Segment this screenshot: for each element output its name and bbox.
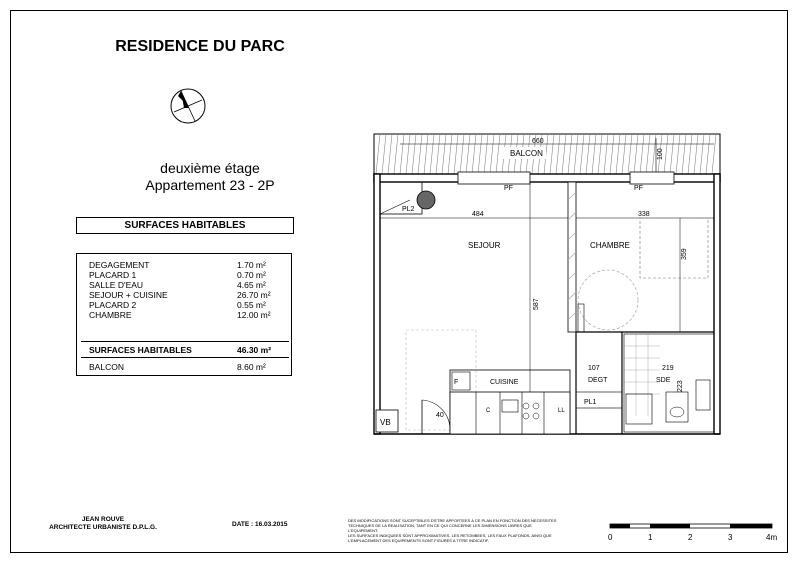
table-row: PLACARD 1 0.70 m²	[89, 270, 266, 280]
divider	[81, 357, 289, 358]
disclaimer-notes: DES MODIFICATIONS SONT SUCEPTIBLES D'ETRE APPORTEES A CE PLAN EN FONCTION DES NECESSITES TECHNIQUES DE LA REALISATION, TANT EN CE QUI CONCERNE LES DIMENSIONS LIBRES QUE L'EQUIPEMENT. LES SURFACES INDIQUEES SONT APPROXIMATIVES. LES RETOMBEES, LES FAUX PLAFONDS, AINSI QUE L'EMPLACEMENT DES EQUIPEMENTS SONT FIGURES A TITRE INDICATIF.	[348, 518, 557, 543]
table-row: PLACARD 2 0.55 m²	[89, 300, 266, 310]
balcony-label: BALCON	[510, 149, 543, 158]
kitchen-area	[406, 330, 570, 434]
divider	[81, 341, 289, 342]
scale-bar	[606, 520, 786, 546]
dimension-label: 223	[677, 380, 684, 392]
closet-label: PL2	[402, 206, 415, 213]
dimension-label: 484	[472, 211, 484, 218]
bed-outline	[640, 218, 708, 278]
architect-name: JEAN ROUVE	[81, 516, 125, 523]
surfaces-table	[76, 253, 292, 376]
table-row: DEGAGEMENT 1.70 m²	[89, 260, 266, 270]
table-row: CHAMBRE 12.00 m²	[89, 310, 271, 320]
appliance-label: LL	[558, 408, 565, 414]
table-row: SALLE D'EAU 4.65 m²	[89, 280, 266, 290]
turning-circle	[578, 270, 638, 330]
plan-date: DATE : 16.03.2015	[232, 521, 288, 528]
dimension-label: 587	[533, 298, 540, 310]
vb-label: VB	[380, 418, 391, 427]
window-label: PF	[634, 185, 643, 192]
page-title: RESIDENCE DU PARC	[115, 38, 285, 55]
room-label-cuisine: CUISINE	[490, 379, 519, 386]
window-label: PF	[504, 185, 513, 192]
table-row: SEJOUR + CUISINE 26.70 m²	[89, 290, 271, 300]
north-arrow-icon	[168, 86, 208, 126]
fridge-label: F	[454, 379, 459, 386]
dimension-label: 107	[588, 365, 600, 372]
architect-title: ARCHITECTE URBANISTE D.P.L.G.	[49, 524, 157, 531]
closet-pl1	[576, 392, 622, 408]
dimension-label: 359	[681, 248, 688, 260]
dimension-label: 338	[638, 211, 650, 218]
dimension-label: 660	[532, 138, 544, 145]
floor-plan	[340, 120, 780, 440]
appliance-label: C	[486, 408, 491, 414]
surfaces-header: SURFACES HABITABLES	[76, 217, 294, 234]
room-label-sde: SDE	[656, 377, 671, 384]
dimension-label: 40	[436, 412, 444, 419]
dimension-label: 100	[657, 148, 664, 160]
dimension-label: 219	[662, 365, 674, 372]
scale-tick-label: 4m	[766, 533, 778, 542]
total-row: SURFACES HABITABLES 46.30 m²	[89, 345, 272, 355]
balcony-row: BALCON 8.60 m²	[89, 362, 266, 372]
scale-tick-label: 2	[688, 533, 693, 542]
scale-tick-label: 1	[648, 533, 653, 542]
scale-tick-label: 3	[728, 533, 733, 542]
room-label-sejour: SEJOUR	[468, 241, 501, 250]
scale-tick-label: 0	[608, 533, 613, 542]
room-label-chambre: CHAMBRE	[590, 241, 631, 250]
architect-block	[48, 516, 158, 532]
apartment-label: Appartement 23 - 2P	[145, 177, 275, 193]
balcony-area	[374, 134, 720, 174]
closet-label: PL1	[584, 399, 597, 406]
room-label-degt: DEGT	[588, 377, 608, 384]
floor-label: deuxième étage	[160, 160, 260, 176]
